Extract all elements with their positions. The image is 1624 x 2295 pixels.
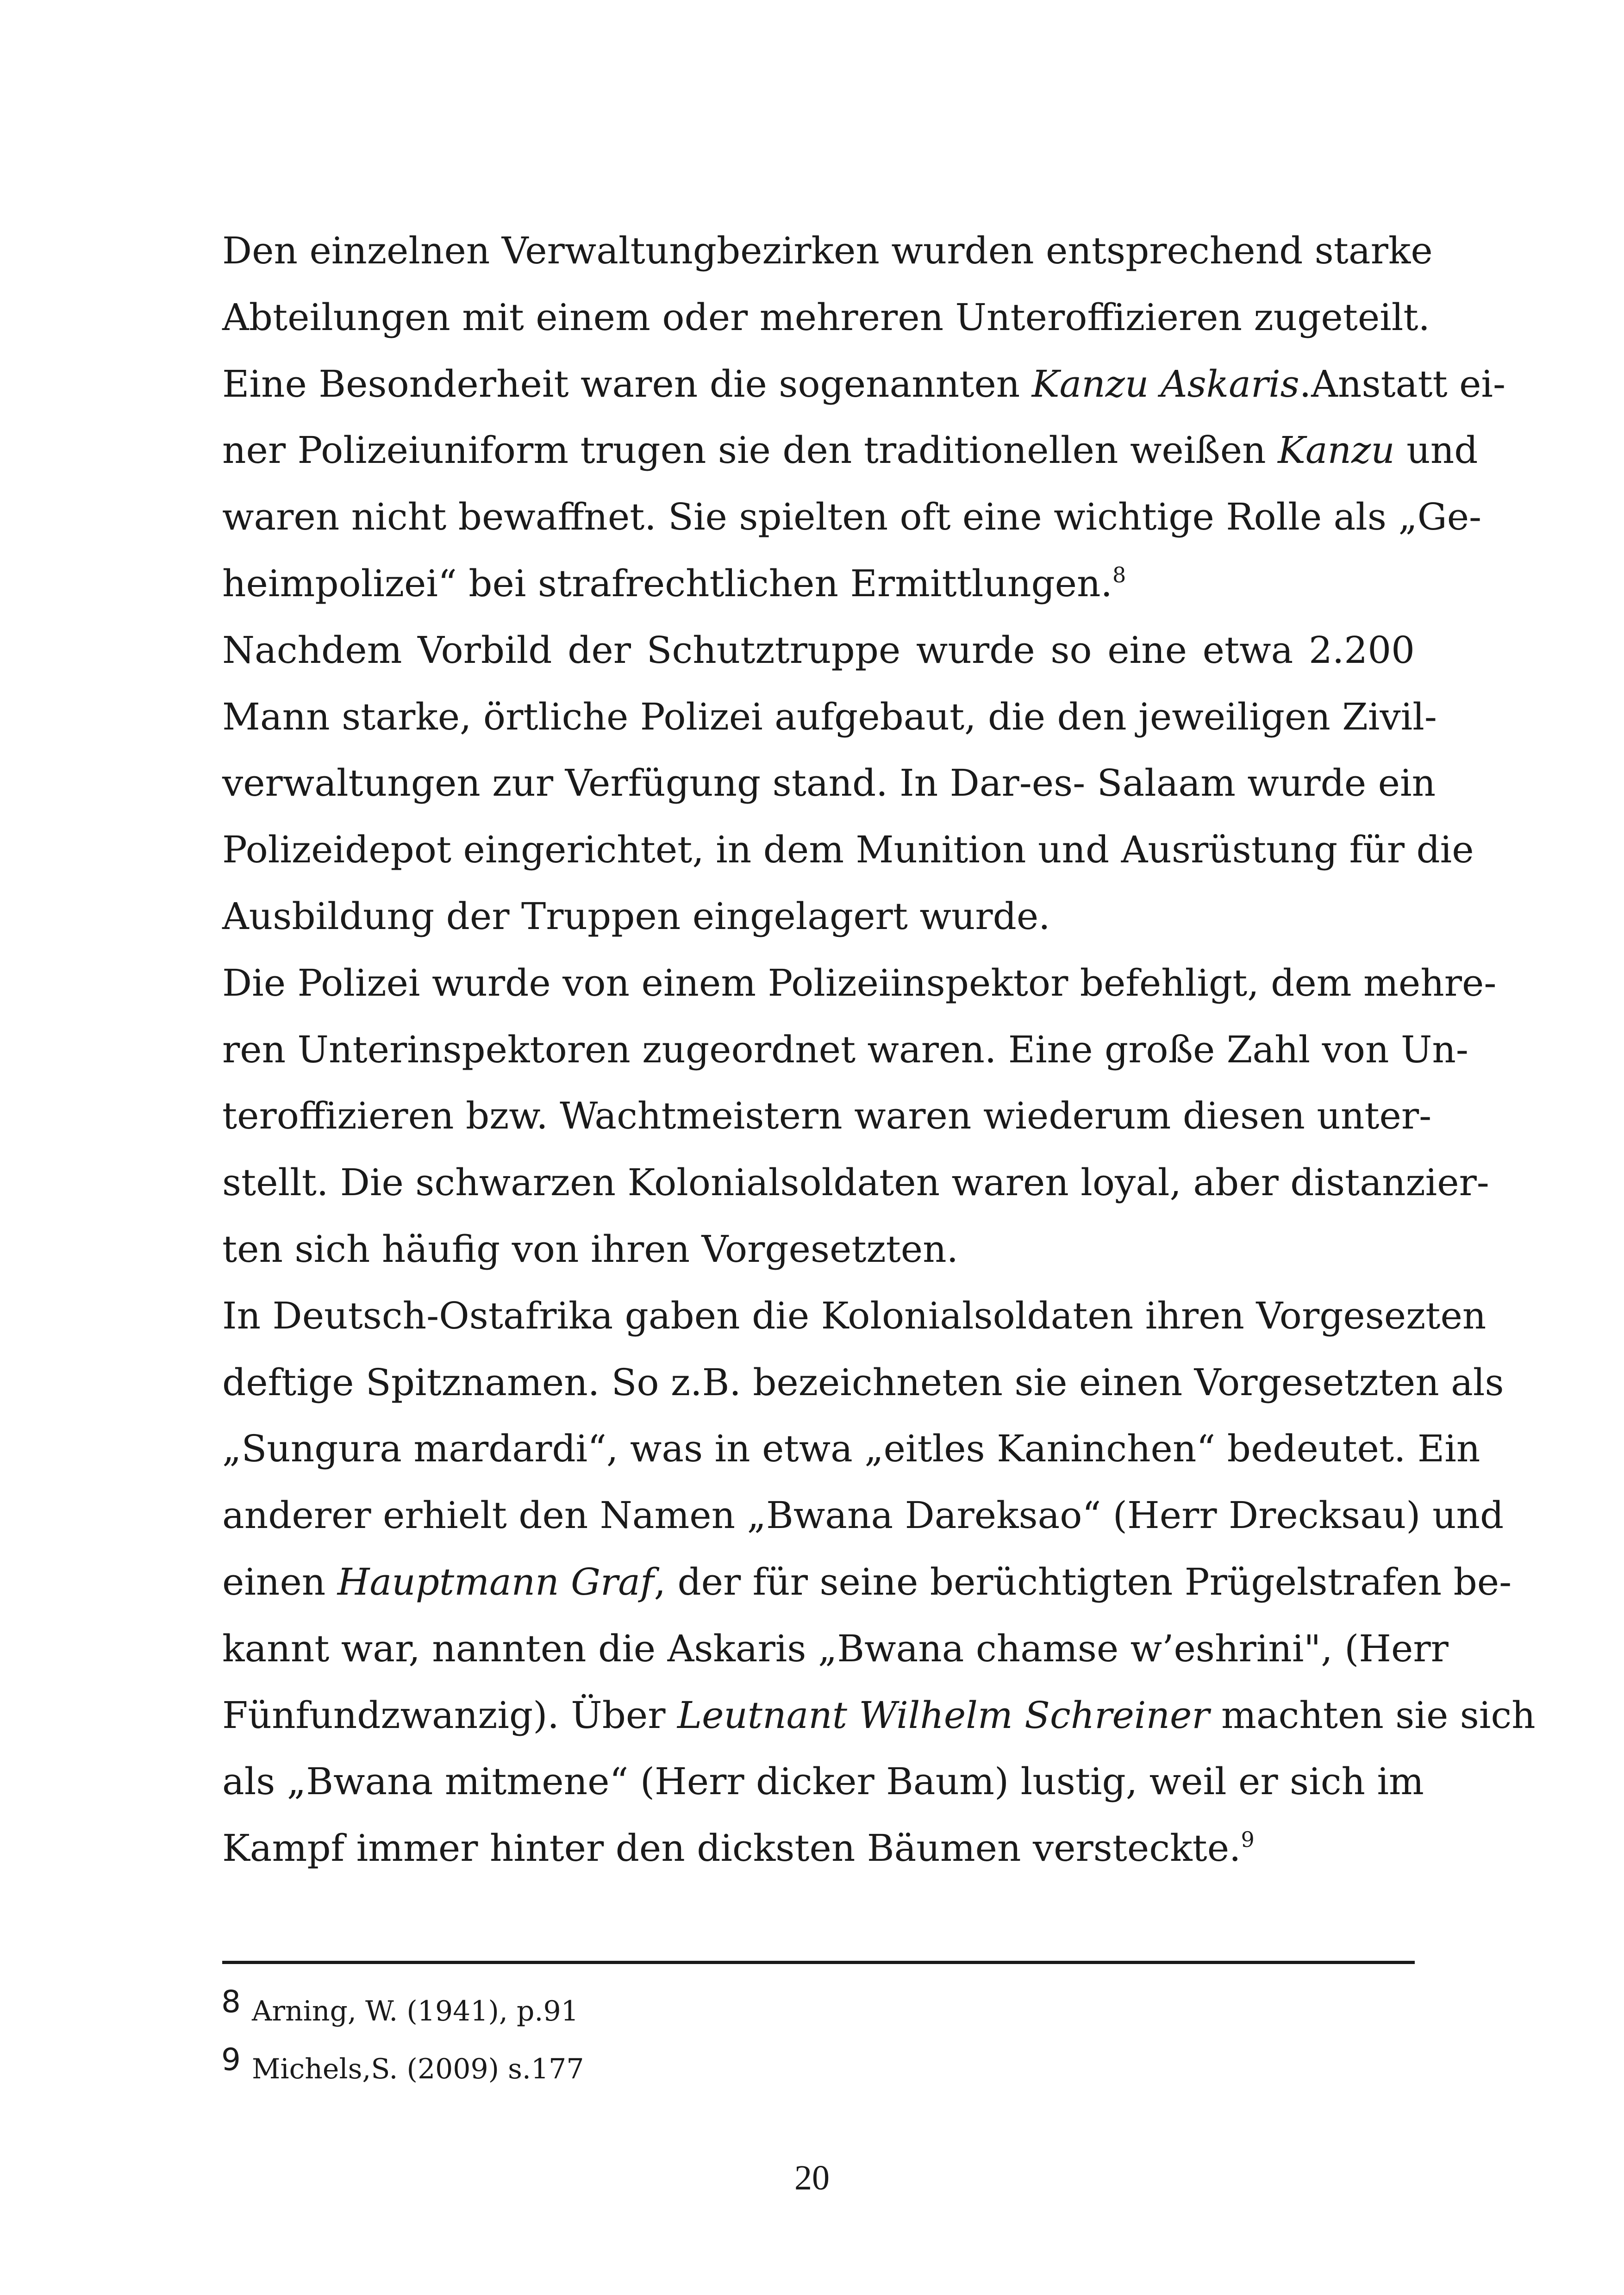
text-line: verwaltungen zur Verfügung stand. In Dar-es- Salaam wurde ein xyxy=(222,761,1436,805)
footnote xyxy=(221,1977,579,2027)
footnote-separator xyxy=(222,1961,1415,1964)
italic-term: Leutnant Wilhelm Schreiner xyxy=(677,1693,1210,1737)
text-line: In Deutsch-Ostafrika gaben die Kolonialsoldaten ihren Vorgesezten xyxy=(222,1294,1487,1337)
text-line: Abteilungen mit einem oder mehreren Unteroffizieren zugeteilt. xyxy=(222,295,1430,339)
text-line: deftige Spitznamen. So z.B. bezeichneten sie einen Vorgesetzten als xyxy=(222,1360,1504,1404)
footnote-number: 8 xyxy=(221,1984,241,2020)
text-line: anderer erhielt den Namen „Bwana Dareksao“ (Herr Drecksau) und xyxy=(222,1494,1504,1537)
footnote-ref: 8 xyxy=(1112,562,1126,587)
text-line: Ausbildung der Truppen eingelagert wurde. xyxy=(222,894,1050,938)
footnote-text: Arning, W. (1941), p.91 xyxy=(252,1995,579,2027)
text-line: ner Polizeiuniform trugen sie den traditionellen weißen Kanzu und xyxy=(222,429,1478,472)
text-line: als „Bwana mitmene“ (Herr dicker Baum) lustig, weil er sich im xyxy=(222,1760,1424,1803)
italic-term: Hauptmann Graf xyxy=(337,1560,654,1603)
text-line: „Sungura mardardi“, was in etwa „eitles Kaninchen“ bedeutet. Ein xyxy=(222,1427,1480,1471)
text-line: Den einzelnen Verwaltungbezirken wurden entsprechend starke xyxy=(222,229,1433,272)
text-line: waren nicht bewaffnet. Sie spielten oft eine wichtige Rolle als „Ge- xyxy=(222,495,1482,539)
text-line: Mann starke, örtliche Polizei aufgebaut, die den jeweiligen Zivil- xyxy=(222,695,1437,738)
text-line: Kampf immer hinter den dicksten Bäumen versteckte.$^9$ xyxy=(222,1827,1255,1870)
body-text xyxy=(222,218,1536,1882)
footnote-text: Michels,S. (2009) s.177 xyxy=(252,2053,584,2085)
text-line: teroffizieren bzw. Wachtmeistern waren wiederum diesen unter- xyxy=(222,1094,1432,1138)
text-line: Polizeidepot eingerichtet, in dem Munition und Ausrüstung für die xyxy=(222,828,1474,872)
footnote-ref: 9 xyxy=(1241,1827,1255,1852)
italic-term: Kanzu xyxy=(1278,429,1395,472)
italic-term: Kanzu Askaris xyxy=(1031,362,1299,405)
text-line: Die Polizei wurde von einem Polizeiinspektor befehligt, dem mehre- xyxy=(222,961,1497,1004)
text-line: Eine Besonderheit waren die sogenannten Kanzu Askaris.Anstatt ei- xyxy=(222,362,1506,405)
text-line: kannt war, nannten die Askaris „Bwana chamse w’eshrini", (Herr xyxy=(222,1627,1449,1670)
text-line: einen Hauptmann Graf, der für seine berüchtigten Prügelstrafen be- xyxy=(222,1560,1512,1603)
page-number: 20 xyxy=(794,2158,830,2197)
text-line: ten sich häufig von ihren Vorgesetzten. xyxy=(222,1227,959,1271)
text-line: Fünfundzwanzig). Über Leutnant Wilhelm Schreiner machten sie sich xyxy=(222,1693,1536,1737)
footnote-number: 9 xyxy=(221,2042,241,2077)
text-line: Nachdem Vorbild der Schutztruppe wurde so eine etwa 2.200 xyxy=(222,628,1415,672)
text-line: ren Unterinspektoren zugeordnet waren. Eine große Zahl von Un- xyxy=(222,1028,1468,1071)
footnote xyxy=(221,2034,584,2085)
text-line: heimpolizei“ bei strafrechtlichen Ermittlungen.$^8$ xyxy=(222,561,1126,605)
text-line: stellt. Die schwarzen Kolonialsoldaten waren loyal, aber distanzier- xyxy=(222,1161,1489,1204)
